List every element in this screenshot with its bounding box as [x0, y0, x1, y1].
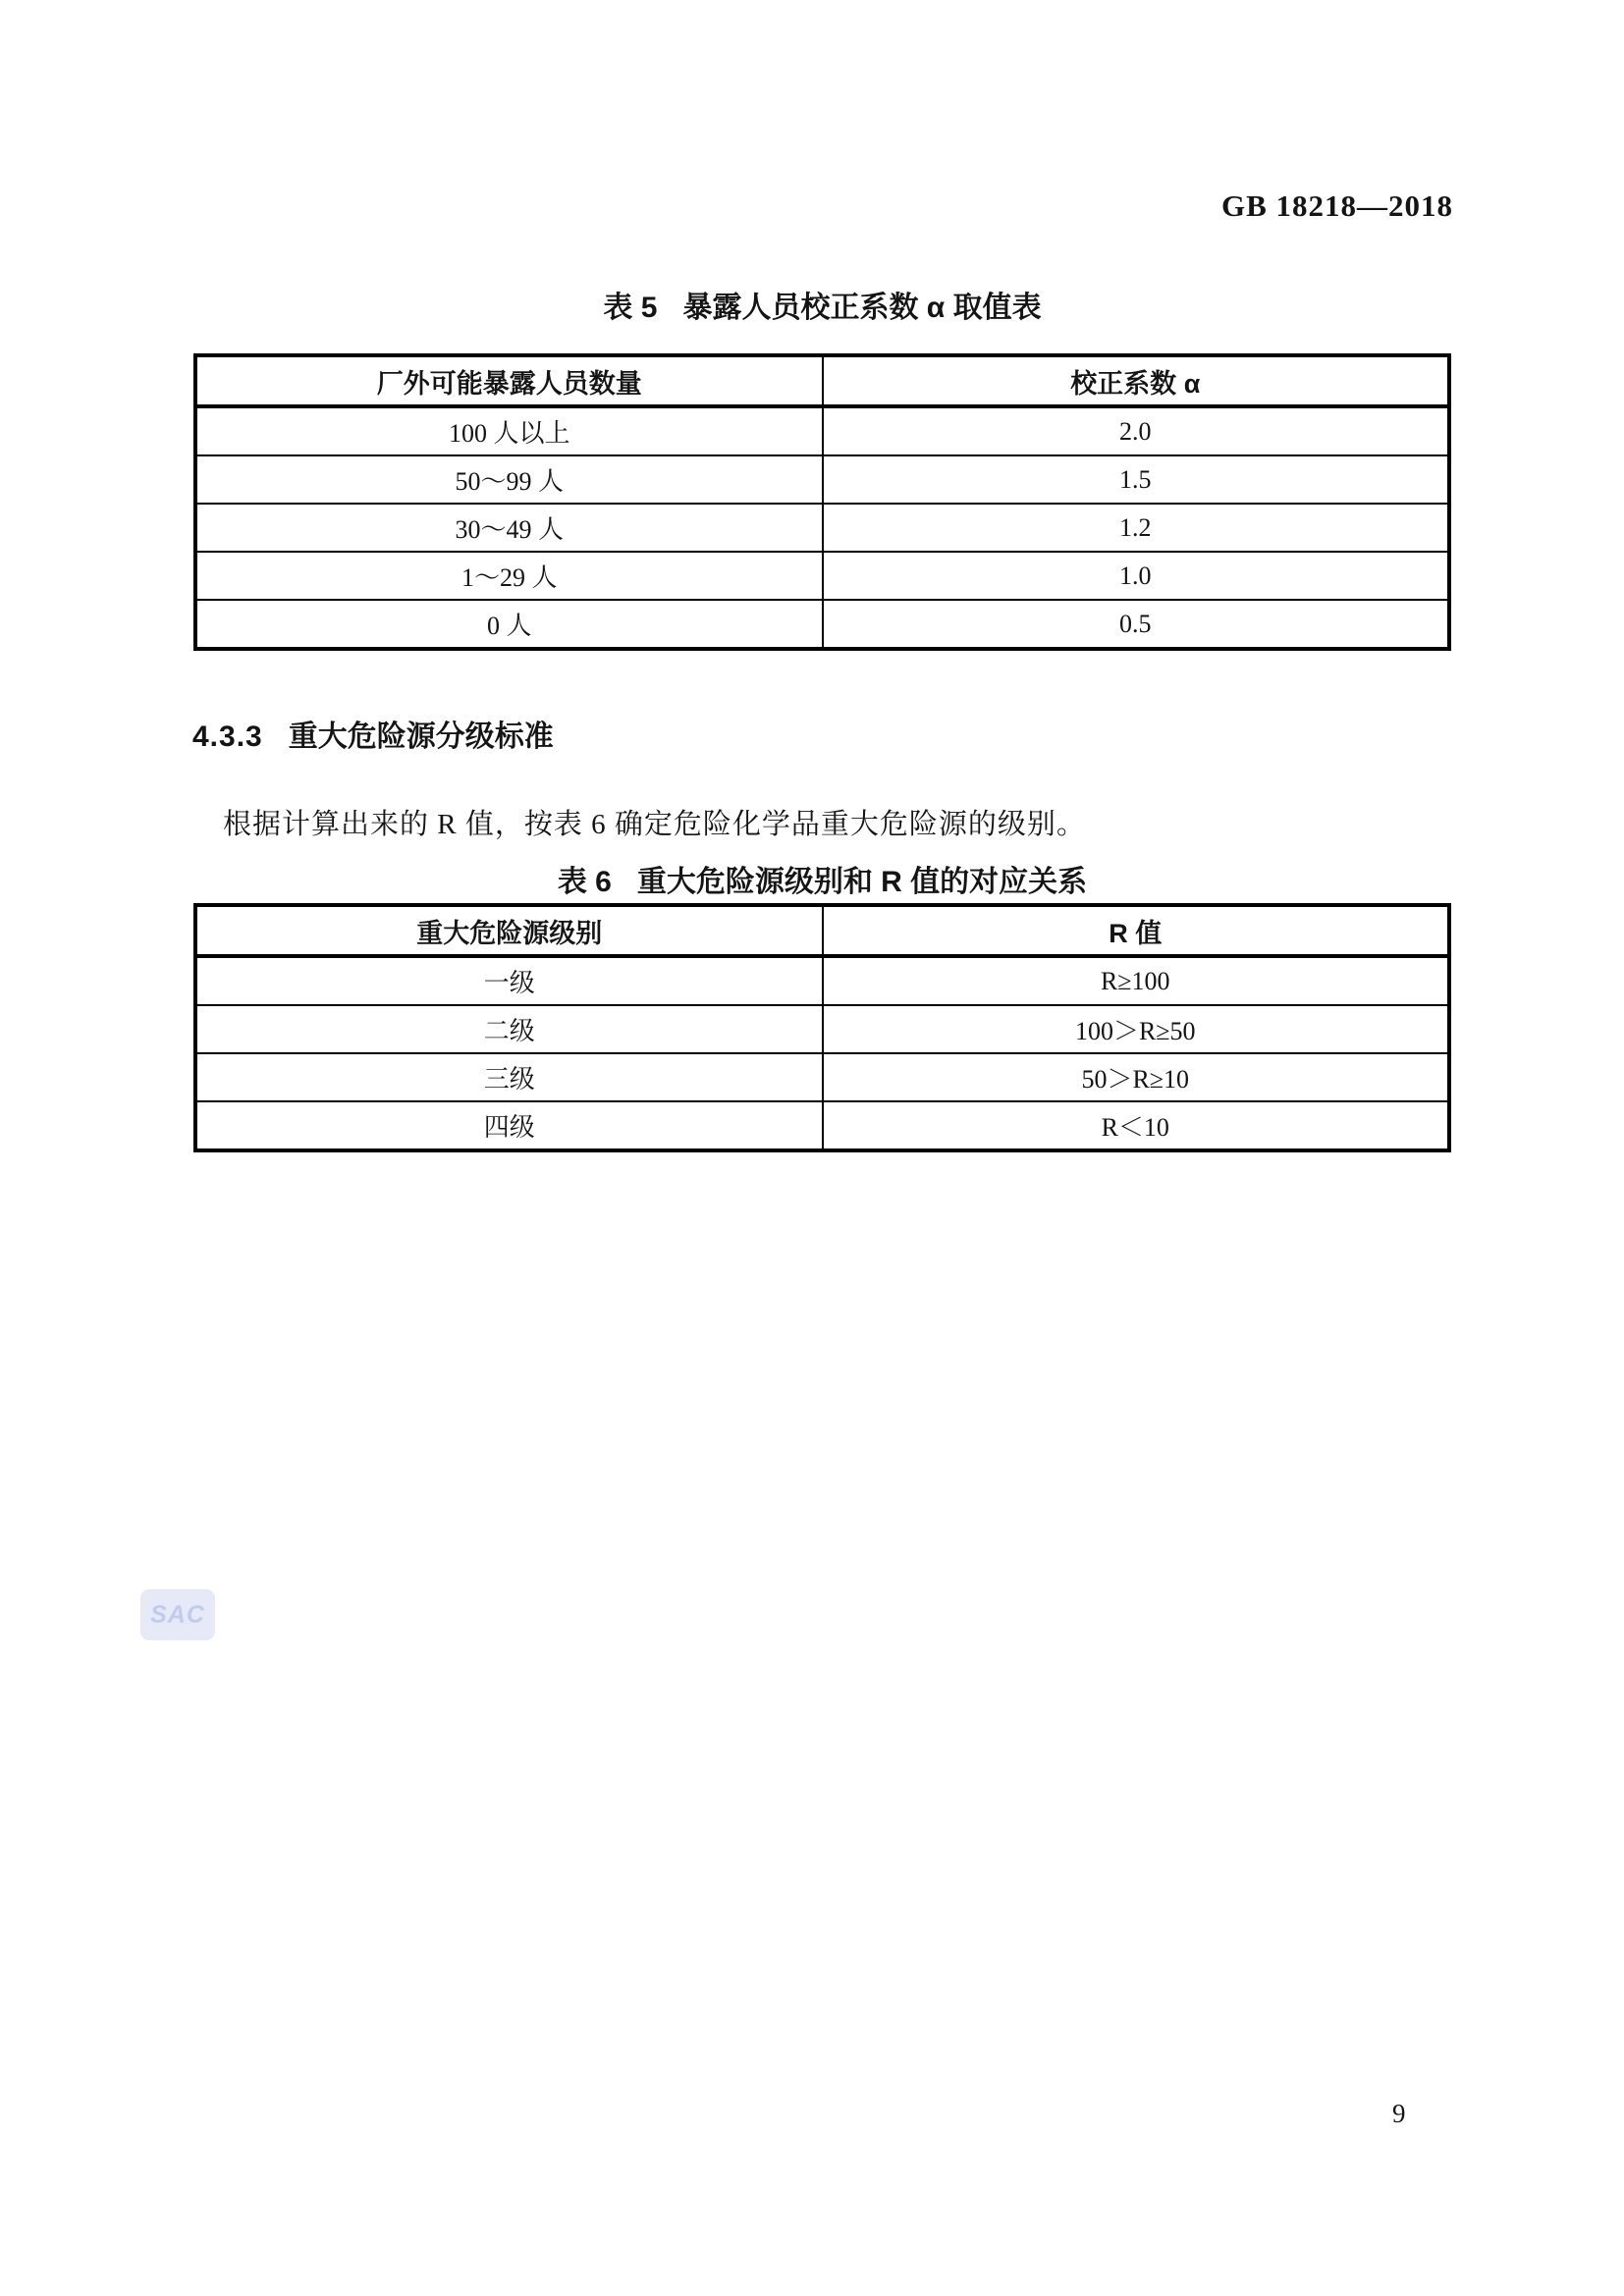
standard-code: GB 18218—2018	[1220, 188, 1453, 223]
table5-cell-alpha: 2.0	[1119, 416, 1152, 446]
table5-header-population: 厂外可能暴露人员数量	[195, 355, 823, 406]
table5-cell-alpha: 1.2	[823, 504, 1450, 552]
table5-cell-population: 1～29 人	[195, 552, 823, 600]
table6-header-rvalue: R 值	[823, 905, 1450, 956]
table6-caption-label: 表 6	[557, 866, 612, 898]
table6-cell-rvalue: 100＞R≥50	[823, 1005, 1450, 1053]
page-number: 9	[1392, 2099, 1406, 2128]
table5-header-alpha: 校正系数 α	[823, 355, 1450, 406]
section-title: 重大危险源分级标准	[288, 721, 554, 753]
table5-caption	[193, 283, 1451, 326]
table5-cell-alpha: 0.5	[823, 600, 1450, 649]
table6-caption	[193, 857, 1451, 900]
table6-cell-rvalue: 50＞R≥10	[823, 1053, 1450, 1101]
section-heading-4-3-3	[192, 712, 554, 755]
table5-cell-alpha: 1.5	[823, 455, 1450, 504]
table5-cell-population: 100 人以上	[195, 406, 823, 455]
sac-watermark-logo: SAC	[140, 1589, 215, 1640]
table6-caption-title: 重大危险源级别和 R 值的对应关系	[636, 866, 1088, 898]
table-exposure-correction-factor	[193, 353, 1451, 651]
table-row	[195, 406, 1449, 455]
table-row	[195, 600, 1449, 649]
table6-cell-grade: 一级	[195, 956, 823, 1005]
table5-cell-population: 30～49 人	[195, 504, 823, 552]
table6-header-grade: 重大危险源级别	[195, 905, 823, 956]
table6-cell-rvalue: R≥100	[1100, 966, 1170, 995]
table6-header-row	[195, 905, 1449, 956]
table-row	[195, 504, 1449, 552]
table5-cell-population: 50～99 人	[195, 455, 823, 504]
section-number: 4.3.3	[192, 721, 263, 753]
table-row	[195, 1005, 1449, 1053]
table-row	[195, 455, 1449, 504]
table6-cell-grade: 三级	[195, 1053, 823, 1101]
table6-cell-grade: 四级	[195, 1101, 823, 1150]
table-hazard-source-grading	[193, 903, 1451, 1152]
table-row	[195, 552, 1449, 600]
table-row	[195, 1101, 1449, 1150]
table5-cell-population: 0 人	[195, 600, 823, 649]
table5-cell-alpha: 1.0	[823, 552, 1450, 600]
section-paragraph: 根据计算出来的 R 值，按表 6 确定危险化学品重大危险源的级别。	[223, 809, 1086, 840]
table-row	[195, 956, 1449, 1005]
table-row	[195, 1053, 1449, 1101]
table6-cell-grade: 二级	[195, 1005, 823, 1053]
table5-caption-title: 暴露人员校正系数 α 取值表	[682, 292, 1042, 324]
table5-caption-label: 表 5	[603, 292, 658, 324]
table6-cell-rvalue: R＜10	[823, 1101, 1450, 1150]
table5-header-row	[195, 355, 1449, 406]
